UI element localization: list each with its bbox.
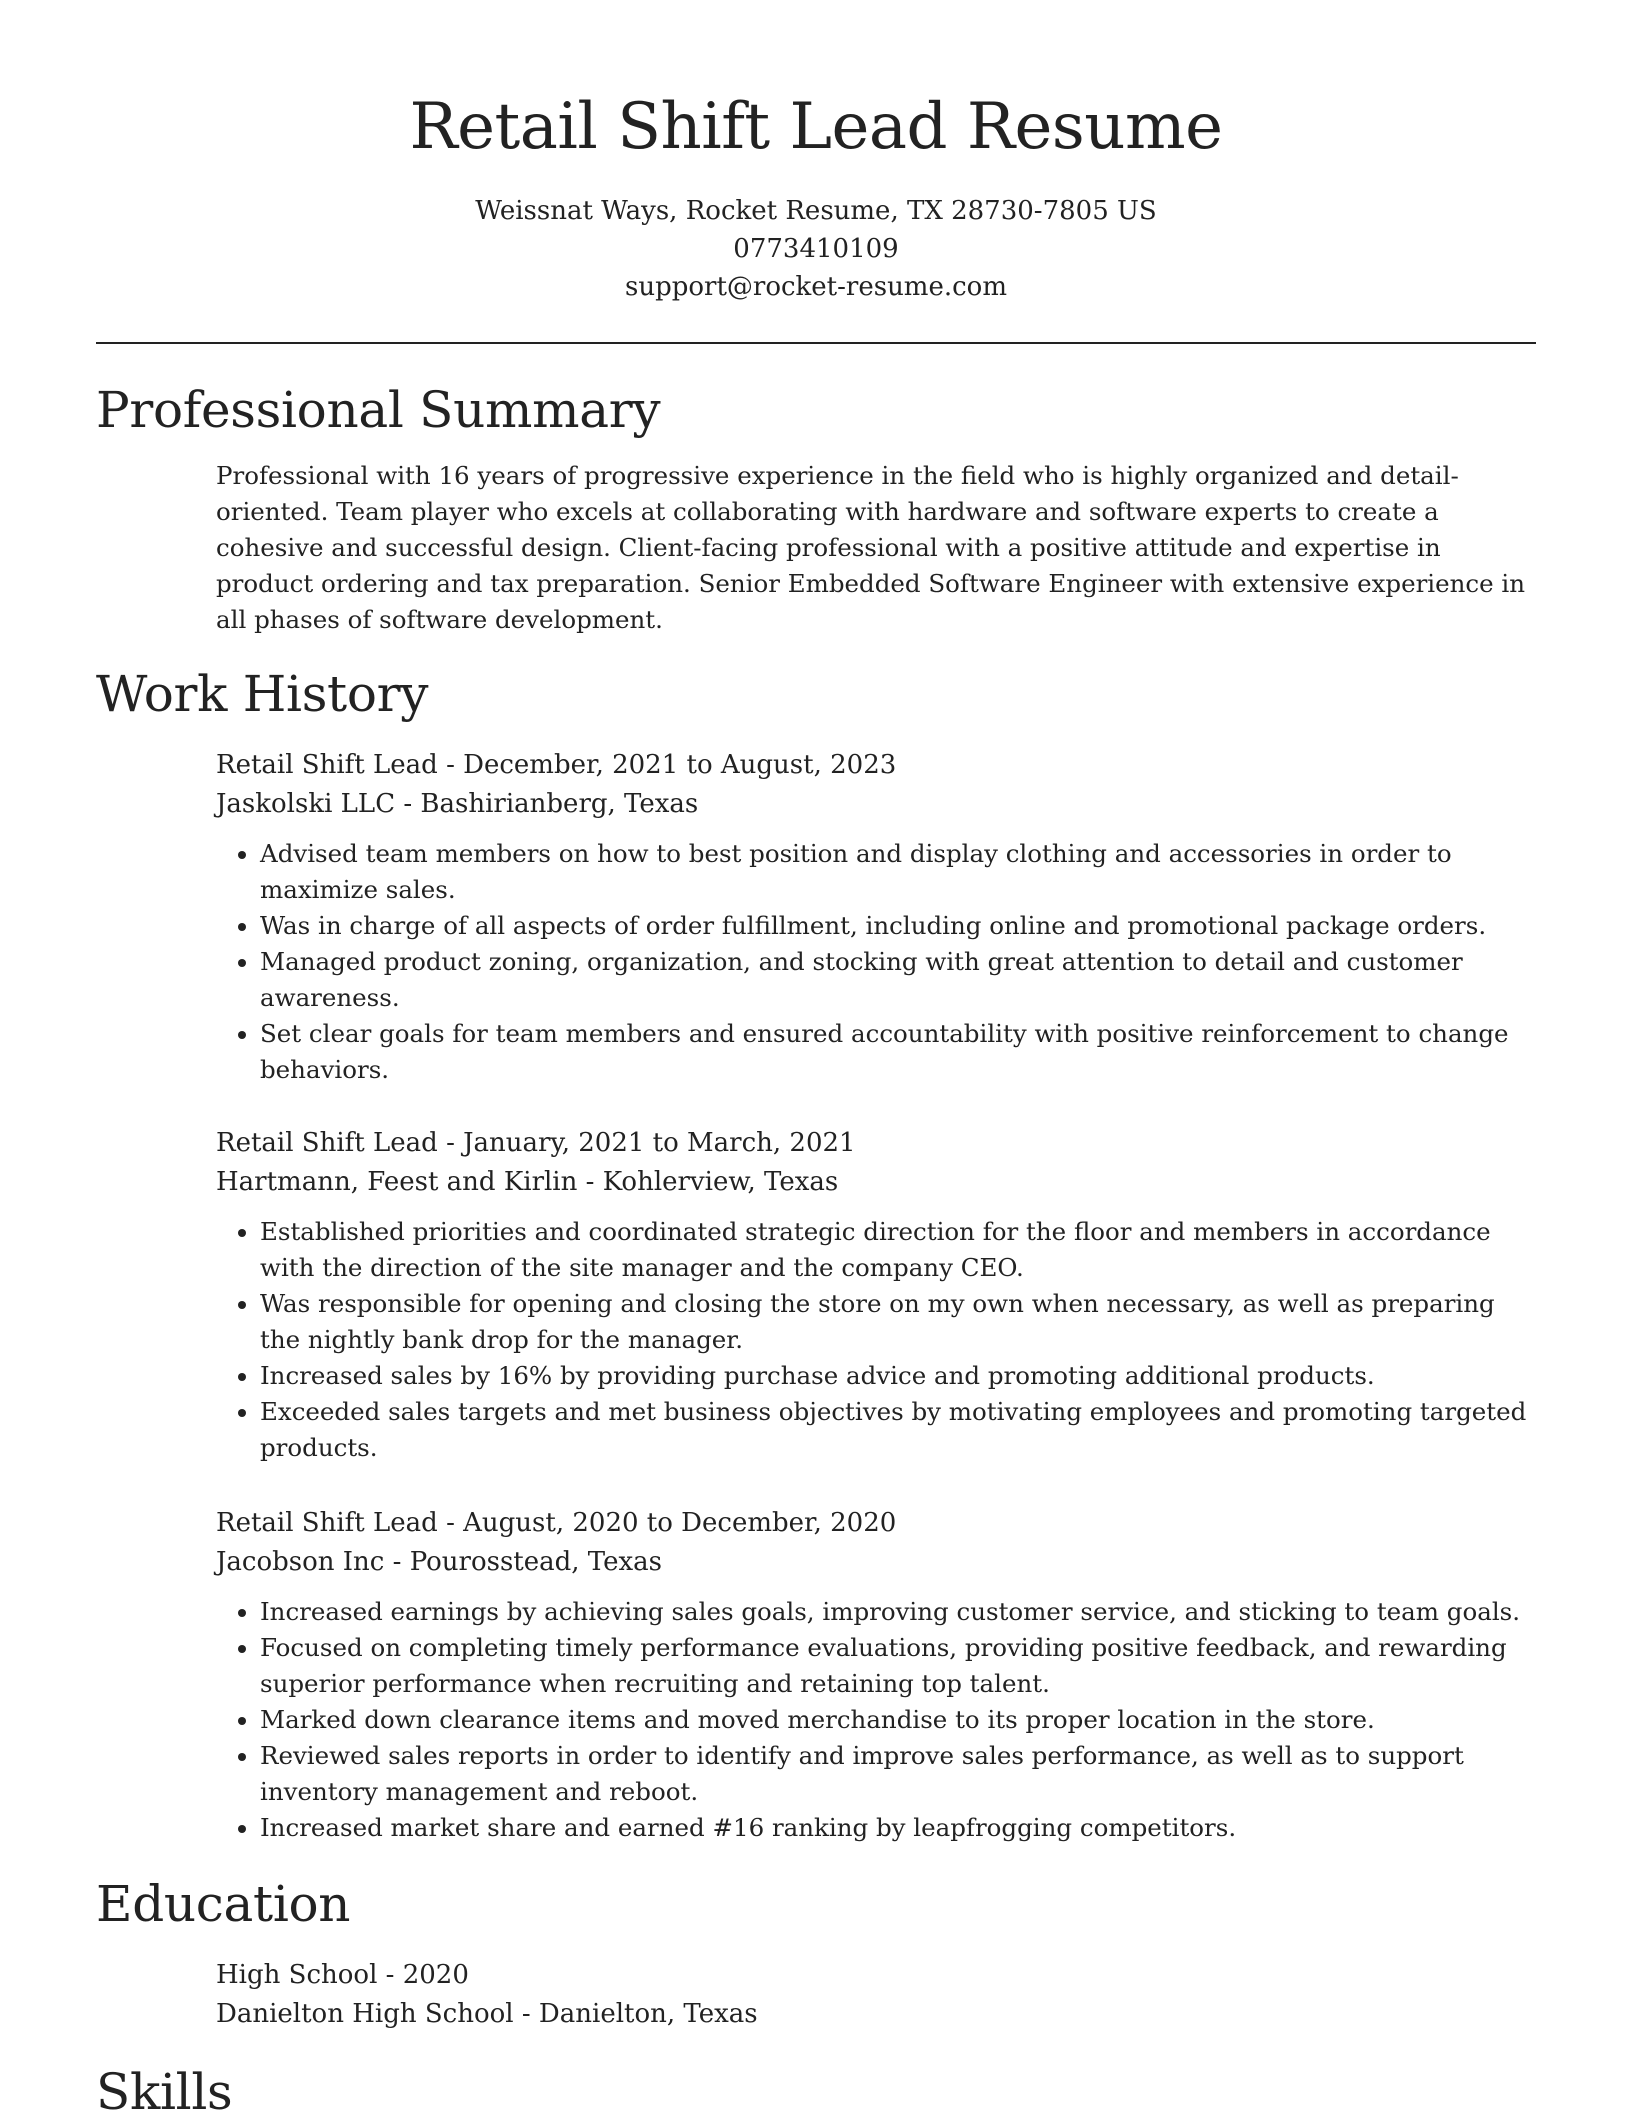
job-bullet: • Managed product zoning, organization, and stocking with great attention to detail and customer awareness. bbox=[260, 944, 1536, 1016]
summary-block bbox=[216, 458, 1536, 638]
job-entry bbox=[216, 1124, 1536, 1466]
resume-title: Retail Shift Lead Resume bbox=[409, 90, 1223, 164]
education-location: - Danielton, Texas bbox=[513, 1999, 758, 2029]
job-location: - Pourosstead, Texas bbox=[384, 1547, 663, 1577]
job-location: - Kohlerview, Texas bbox=[577, 1167, 839, 1197]
job-entry bbox=[216, 1504, 1536, 1846]
section-title-work-history: Work History bbox=[96, 665, 429, 723]
job-title-dates: Retail Shift Lead - January, 2021 to March, 2021 bbox=[216, 1128, 856, 1158]
job-bullet: • Advised team members on how to best position and display clothing and accessories in order to maximize sales. bbox=[260, 836, 1536, 908]
job-bullet: • Increased sales by 16% by providing purchase advice and promoting additional products. bbox=[260, 1358, 1536, 1394]
section-title-summary: Professional Summary bbox=[96, 381, 661, 439]
job-bullet: • Increased earnings by achieving sales goals, improving customer service, and sticking to team goals. bbox=[260, 1594, 1536, 1630]
education-entry bbox=[216, 1956, 1536, 2034]
job-entry bbox=[216, 746, 1536, 1088]
job-bullets bbox=[216, 1214, 1536, 1466]
summary-text: Professional with 16 years of progressive experience in the field who is highly organized and detail-oriented. Team player who excels at collaborating with hardware and software experts to create a cohesive and successful design. Client-facing professional with a positive attitude and expertise in product ordering and tax preparation. Senior Embedded Software Engineer with extensive experience in all phases of software development. bbox=[216, 461, 1526, 634]
job-location: - Bashirianberg, Texas bbox=[395, 789, 699, 819]
job-company-line bbox=[216, 1163, 1536, 1202]
job-bullet: • Marked down clearance items and moved merchandise to its proper location in the store. bbox=[260, 1702, 1536, 1738]
job-bullets bbox=[216, 1594, 1536, 1846]
job-company: Hartmann, Feest and Kirlin bbox=[216, 1167, 578, 1197]
contact-phone: 0773410109 bbox=[733, 234, 899, 264]
job-bullet: • Increased market share and earned #16 ranking by leapfrogging competitors. bbox=[260, 1810, 1536, 1846]
job-bullets bbox=[216, 836, 1536, 1088]
job-bullet: • Was responsible for opening and closing the store on my own when necessary, as well as preparing the nightly bank drop for the manager. bbox=[260, 1286, 1536, 1358]
contact-email: support@rocket-resume.com bbox=[624, 272, 1007, 302]
section-title-education: Education bbox=[96, 1875, 351, 1933]
job-bullet: • Established priorities and coordinated strategic direction for the floor and members in accordance with the direction of the site manager and the company CEO. bbox=[260, 1214, 1536, 1286]
contact-info bbox=[96, 192, 1536, 306]
section-title-skills: Skills bbox=[96, 2063, 233, 2121]
job-bullet: • Was in charge of all aspects of order fulfillment, including online and promotional package orders. bbox=[260, 908, 1536, 944]
job-bullet: • Exceeded sales targets and met business objectives by motivating employees and promoting targeted products. bbox=[260, 1394, 1536, 1466]
job-bullet: • Focused on completing timely performance evaluations, providing positive feedback, and rewarding superior performance when recruiting and retaining top talent. bbox=[260, 1630, 1536, 1702]
job-company: Jacobson Inc bbox=[216, 1547, 385, 1577]
job-bullet: • Set clear goals for team members and ensured accountability with positive reinforcement to change behaviors. bbox=[260, 1016, 1536, 1088]
job-bullet: • Reviewed sales reports in order to identify and improve sales performance, as well as to support inventory management and reboot. bbox=[260, 1738, 1536, 1810]
education-school-line bbox=[216, 1995, 1536, 2034]
job-company-line bbox=[216, 1543, 1536, 1582]
header-divider bbox=[96, 342, 1536, 344]
job-title-dates: Retail Shift Lead - August, 2020 to December, 2020 bbox=[216, 1508, 897, 1538]
education-school: Danielton High School bbox=[216, 1999, 514, 2029]
job-company-line bbox=[216, 785, 1536, 824]
education-degree-year: High School - 2020 bbox=[216, 1960, 469, 1990]
contact-address: Weissnat Ways, Rocket Resume, TX 28730-7805 US bbox=[475, 196, 1157, 226]
job-title-dates: Retail Shift Lead - December, 2021 to August, 2023 bbox=[216, 750, 897, 780]
job-company: Jaskolski LLC bbox=[216, 789, 396, 819]
